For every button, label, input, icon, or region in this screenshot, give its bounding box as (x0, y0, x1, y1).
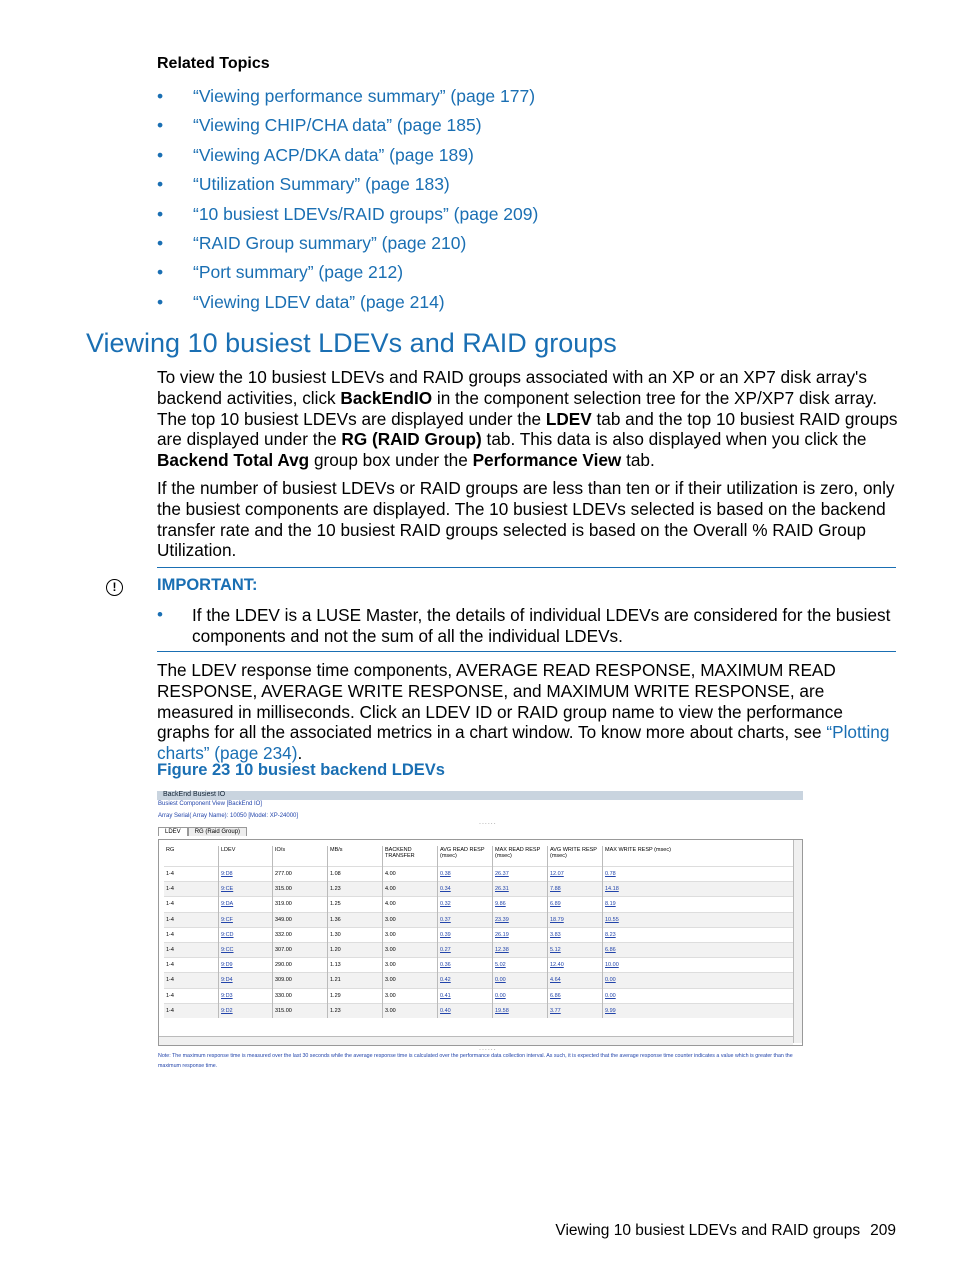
cell-link[interactable]: 9:CF (221, 916, 233, 923)
section-heading: Viewing 10 busiest LDEVs and RAID groups (86, 328, 617, 358)
cell-link[interactable]: 4.64 (550, 977, 561, 984)
cell-link[interactable]: 6.86 (605, 947, 616, 954)
array-label: Array Serial( Array Name): 10050 [Model: XP-24000] (158, 813, 299, 819)
table-cell: 4.00 (383, 882, 438, 897)
related-topic-item[interactable] (157, 204, 538, 233)
table-cell[interactable] (548, 942, 603, 957)
page-number: 209 (870, 1222, 896, 1239)
table-cell[interactable] (548, 882, 603, 897)
table-cell: 3.00 (383, 988, 438, 1003)
cell-link[interactable]: 3.77 (550, 1007, 561, 1014)
table-cell[interactable] (493, 942, 548, 957)
table-row (164, 973, 797, 988)
bullet-icon: • (157, 86, 164, 106)
table-row (164, 958, 797, 973)
table-header-row (164, 846, 797, 867)
table-cell: 319.00 (273, 897, 328, 912)
bullet-icon: • (157, 291, 164, 312)
related-topic-link[interactable]: “Viewing LDEV data” (page 214) (193, 291, 445, 312)
cell-link[interactable]: 0.36 (440, 962, 451, 969)
table-cell[interactable] (219, 897, 273, 912)
column-header[interactable]: AVG WRITE RESP (msec) (548, 846, 603, 867)
bullet-icon: • (157, 115, 164, 136)
cell-link[interactable]: 26.31 (495, 886, 509, 893)
cell-link[interactable]: 0.00 (495, 992, 506, 999)
table-cell: 1-4 (164, 958, 219, 973)
cell-link[interactable]: 14.18 (605, 886, 619, 893)
column-header[interactable]: MB/s (328, 846, 383, 867)
related-topic-item[interactable] (157, 115, 538, 144)
table-cell: 1-4 (164, 927, 219, 942)
table-cell: 4.00 (383, 897, 438, 912)
view-label: Busiest Component View [BackEnd IO] (158, 801, 262, 807)
window-titlebar (157, 791, 803, 800)
cell-link[interactable]: 0.27 (440, 947, 451, 954)
divider (157, 567, 896, 568)
ldev-table-panel (158, 839, 803, 1046)
busiest-backend-screenshot (157, 789, 803, 1071)
table-cell[interactable] (493, 897, 548, 912)
cell-link[interactable]: 9:CD (221, 931, 234, 938)
table-cell: 1-4 (164, 942, 219, 957)
related-topic-link[interactable]: “Viewing CHIP/CHA data” (page 185) (193, 115, 482, 136)
table-cell: 1.29 (328, 988, 383, 1003)
table-cell[interactable] (438, 988, 493, 1003)
table-cell: 3.00 (383, 927, 438, 942)
related-topic-link[interactable]: “Viewing performance summary” (page 177) (193, 86, 536, 106)
table-cell[interactable] (493, 867, 548, 882)
table-cell[interactable] (438, 973, 493, 988)
related-topic-link[interactable]: “RAID Group summary” (page 210) (193, 232, 467, 253)
table-cell[interactable] (603, 958, 798, 973)
table-cell[interactable] (219, 912, 273, 927)
table-cell[interactable] (603, 973, 798, 988)
cell-link[interactable]: 0.38 (440, 871, 451, 878)
table-cell: 1-4 (164, 897, 219, 912)
column-header[interactable]: AVG READ RESP (msec) (438, 846, 493, 867)
table-cell: 3.00 (383, 973, 438, 988)
cell-link[interactable]: 12.38 (495, 947, 509, 954)
table-cell[interactable] (548, 988, 603, 1003)
cell-link[interactable]: 9:D8 (221, 871, 233, 878)
table-cell[interactable] (603, 897, 798, 912)
cell-link[interactable]: 23.39 (495, 916, 509, 923)
table-cell: 1.23 (328, 882, 383, 897)
table-cell[interactable] (493, 973, 548, 988)
splitter-handle[interactable]: ...... (479, 1045, 497, 1052)
cell-link[interactable]: 0.42 (440, 977, 451, 984)
table-cell: 1.25 (328, 897, 383, 912)
table-body (164, 867, 797, 1018)
related-topic-item[interactable] (157, 174, 538, 203)
cell-link[interactable]: 6.89 (550, 901, 561, 908)
cell-link[interactable]: 9:D3 (221, 992, 233, 999)
table-cell[interactable] (548, 1003, 603, 1018)
table-cell[interactable] (219, 927, 273, 942)
table-cell: 1.21 (328, 973, 383, 988)
related-topic-item[interactable] (157, 292, 538, 321)
table-cell: 330.00 (273, 988, 328, 1003)
table-cell: 1-4 (164, 867, 219, 882)
related-topic-link[interactable]: “10 busiest LDEVs/RAID groups” (page 209) (193, 203, 539, 224)
related-topic-item[interactable] (157, 233, 538, 262)
cell-link[interactable]: 9:D4 (221, 977, 233, 984)
table-cell[interactable] (603, 912, 798, 927)
table-row (164, 927, 797, 942)
footer-title: Viewing 10 busiest LDEVs and RAID groups (555, 1222, 861, 1239)
table-cell: 315.00 (273, 882, 328, 897)
plotting-charts-link[interactable]: “Plotting charts” (page 234) (157, 722, 890, 764)
table-cell: 315.00 (273, 1003, 328, 1018)
table-cell: 4.00 (383, 867, 438, 882)
related-topic-link[interactable]: “Utilization Summary” (page 183) (193, 174, 450, 195)
table-cell: 1.08 (328, 867, 383, 882)
column-header[interactable]: IO/s (273, 846, 328, 867)
table-cell[interactable] (219, 988, 273, 1003)
bullet-icon: • (157, 203, 164, 224)
table-row (164, 897, 797, 912)
table-cell[interactable] (438, 958, 493, 973)
table-cell[interactable] (219, 958, 273, 973)
cell-link[interactable]: 19.58 (495, 1007, 509, 1014)
bullet-icon: • (157, 144, 164, 165)
vertical-scrollbar[interactable] (793, 840, 802, 1043)
table-cell[interactable] (493, 958, 548, 973)
table-cell[interactable] (219, 942, 273, 957)
table-cell[interactable] (603, 882, 798, 897)
cell-link[interactable]: 0.32 (440, 901, 451, 908)
table-row (164, 912, 797, 927)
figure-caption: Figure 23 10 busiest backend LDEVs (157, 761, 445, 779)
cell-link[interactable]: 18.79 (550, 916, 564, 923)
column-header[interactable]: LDEV (219, 846, 273, 867)
table-cell: 1.13 (328, 958, 383, 973)
cell-link[interactable]: 10.55 (605, 916, 619, 923)
response-time-note: Note: The maximum response time is measured over the last 30 seconds while the average response time is calculated over the performance data collection interval. As such, it is expected that the average response time counter indicates a value which is greater than the maximum response time. (158, 1053, 793, 1069)
table-cell[interactable] (548, 867, 603, 882)
table-cell: 307.00 (273, 942, 328, 957)
column-header[interactable]: MAX READ RESP (msec) (493, 846, 548, 867)
tab-bar (158, 827, 247, 838)
table-cell: 332.00 (273, 927, 328, 942)
table-cell[interactable] (219, 882, 273, 897)
cell-link[interactable]: 0.00 (495, 977, 506, 984)
column-header[interactable]: BACKEND TRANSFER (383, 846, 438, 867)
table-cell[interactable] (493, 927, 548, 942)
table-cell: 1.30 (328, 927, 383, 942)
tab-rg[interactable]: RG (Raid Group) (188, 827, 247, 836)
bullet-icon: • (157, 174, 164, 195)
table-cell: 277.00 (273, 867, 328, 882)
table-cell: 1-4 (164, 988, 219, 1003)
table-row (164, 867, 797, 882)
table-cell[interactable] (438, 867, 493, 882)
cell-link[interactable]: 0.78 (605, 871, 616, 878)
horizontal-scrollbar[interactable] (159, 1036, 793, 1045)
cell-link[interactable]: 0.34 (440, 886, 451, 893)
tab-ldev[interactable]: LDEV (158, 827, 188, 836)
table-cell: 3.00 (383, 912, 438, 927)
table-cell: 1-4 (164, 912, 219, 927)
table-cell: 1.20 (328, 942, 383, 957)
table-cell: 1.36 (328, 912, 383, 927)
table-cell: 1.23 (328, 1003, 383, 1018)
table-cell[interactable] (548, 897, 603, 912)
cell-link[interactable]: 9:CC (221, 947, 234, 954)
table-cell[interactable] (438, 882, 493, 897)
cell-link[interactable]: 12.40 (550, 962, 564, 969)
related-topics-list (157, 86, 538, 321)
table-cell: 349.00 (273, 912, 328, 927)
important-text: If the LDEV is a LUSE Master, the details of individual LDEVs are considered for the busiest components and not the sum of all the individual LDEVs. (192, 605, 891, 646)
cell-link[interactable]: 0.39 (440, 931, 451, 938)
cell-link[interactable]: 0.40 (440, 1007, 451, 1014)
table-cell[interactable] (603, 927, 798, 942)
table-cell[interactable] (219, 867, 273, 882)
cell-link[interactable]: 6.86 (550, 992, 561, 999)
bullet-icon: • (157, 262, 164, 283)
cell-link[interactable]: 3.83 (550, 931, 561, 938)
table-cell: 3.00 (383, 958, 438, 973)
cell-link[interactable]: 9.86 (495, 901, 506, 908)
related-topic-item[interactable] (157, 145, 538, 174)
table-cell[interactable] (603, 867, 798, 882)
important-label: IMPORTANT: (157, 576, 258, 594)
response-paragraph: The LDEV response time components, AVERAGE READ RESPONSE, MAXIMUM READ RESPONSE, AVERAGE WRITE RESPONSE, and MAXIMUM WRITE RESPONSE, are measured in milliseconds. Click an LDEV ID or RAID group name to view the performance graphs for all the associated metrics in a chart window. To know more about charts, see “Plotting charts” (page 234). (157, 660, 890, 764)
related-topic-link[interactable]: “Viewing ACP/DKA data” (page 189) (193, 144, 474, 165)
cell-link[interactable]: 26.37 (495, 871, 509, 878)
cell-link[interactable]: 0.00 (605, 977, 616, 984)
table-cell[interactable] (493, 882, 548, 897)
table-cell: 3.00 (383, 1003, 438, 1018)
table-cell[interactable] (493, 912, 548, 927)
table-cell[interactable] (438, 897, 493, 912)
cell-link[interactable]: 9:DA (221, 901, 234, 908)
table-row (164, 988, 797, 1003)
table-cell[interactable] (603, 1003, 798, 1018)
table-cell[interactable] (219, 973, 273, 988)
table-cell[interactable] (548, 927, 603, 942)
table-cell[interactable] (219, 1003, 273, 1018)
cell-link[interactable]: 5.12 (550, 947, 561, 954)
divider (157, 651, 896, 652)
related-topics-title: Related Topics (157, 55, 270, 72)
table-cell: 1-4 (164, 882, 219, 897)
table-cell[interactable] (438, 912, 493, 927)
cell-link[interactable]: 8.23 (605, 931, 616, 938)
table-cell: 309.00 (273, 973, 328, 988)
table-cell: 1-4 (164, 973, 219, 988)
criteria-paragraph: If the number of busiest LDEVs or RAID groups are less than ten or if their utilization is zero, only the busiest components are displayed. The 10 busiest LDEVs selected is based on the backend transfer rate and the 10 busiest RAID groups selected is based on the Overall % RAID Group Utilization. (157, 478, 895, 561)
table-row (164, 1003, 797, 1018)
page-footer (545, 1222, 896, 1240)
table-cell[interactable] (603, 988, 798, 1003)
table-cell: 1-4 (164, 1003, 219, 1018)
busiest-ldev-table (164, 846, 797, 1018)
bullet-icon: • (157, 232, 164, 253)
bullet-icon: • (157, 605, 163, 624)
cell-link[interactable]: 26.19 (495, 931, 509, 938)
table-cell[interactable] (438, 942, 493, 957)
cell-link[interactable]: 9:D2 (221, 1007, 233, 1014)
table-cell[interactable] (438, 1003, 493, 1018)
cell-link[interactable]: 5.02 (495, 962, 506, 969)
table-cell[interactable] (548, 958, 603, 973)
table-cell: 3.00 (383, 942, 438, 957)
table-cell[interactable] (603, 942, 798, 957)
column-header[interactable]: MAX WRITE RESP (msec) (605, 847, 671, 853)
splitter-handle[interactable]: ...... (479, 819, 497, 826)
cell-link[interactable]: 0.00 (605, 992, 616, 999)
column-header[interactable]: RG (164, 846, 219, 867)
table-cell[interactable] (493, 988, 548, 1003)
intro-paragraph: To view the 10 busiest LDEVs and RAID groups associated with an XP or an XP7 disk array's backend activities, click BackEndIO in the component selection tree for the XP/XP7 disk array. The top 10 busiest LDEVs are displayed under the LDEV tab and the top 10 busiest RAID groups are displayed under the RG (RAID Group) tab. This data is also displayed when you click the Backend Total Avg group box under the Performance View tab. (157, 367, 898, 471)
cell-link[interactable]: 9:D9 (221, 962, 233, 969)
cell-link[interactable]: 8.19 (605, 901, 616, 908)
cell-link[interactable]: 0.41 (440, 992, 451, 999)
table-cell[interactable] (548, 912, 603, 927)
cell-link[interactable]: 7.88 (550, 886, 561, 893)
cell-link[interactable]: 9.99 (605, 1007, 616, 1014)
table-cell[interactable] (493, 1003, 548, 1018)
cell-link[interactable]: 12.07 (550, 871, 564, 878)
table-row (164, 942, 797, 957)
related-topic-link[interactable]: “Port summary” (page 212) (193, 262, 404, 283)
important-icon: ! (106, 579, 123, 596)
table-row (164, 882, 797, 897)
cell-link[interactable]: 0.37 (440, 916, 451, 923)
table-cell[interactable] (548, 973, 603, 988)
related-topic-item[interactable] (157, 86, 538, 115)
cell-link[interactable]: 10.00 (605, 962, 619, 969)
related-topic-item[interactable] (157, 262, 538, 291)
cell-link[interactable]: 9:CE (221, 886, 234, 893)
window-title: BackEnd Busiest IO (163, 791, 226, 798)
table-cell[interactable] (438, 927, 493, 942)
table-cell: 290.00 (273, 958, 328, 973)
